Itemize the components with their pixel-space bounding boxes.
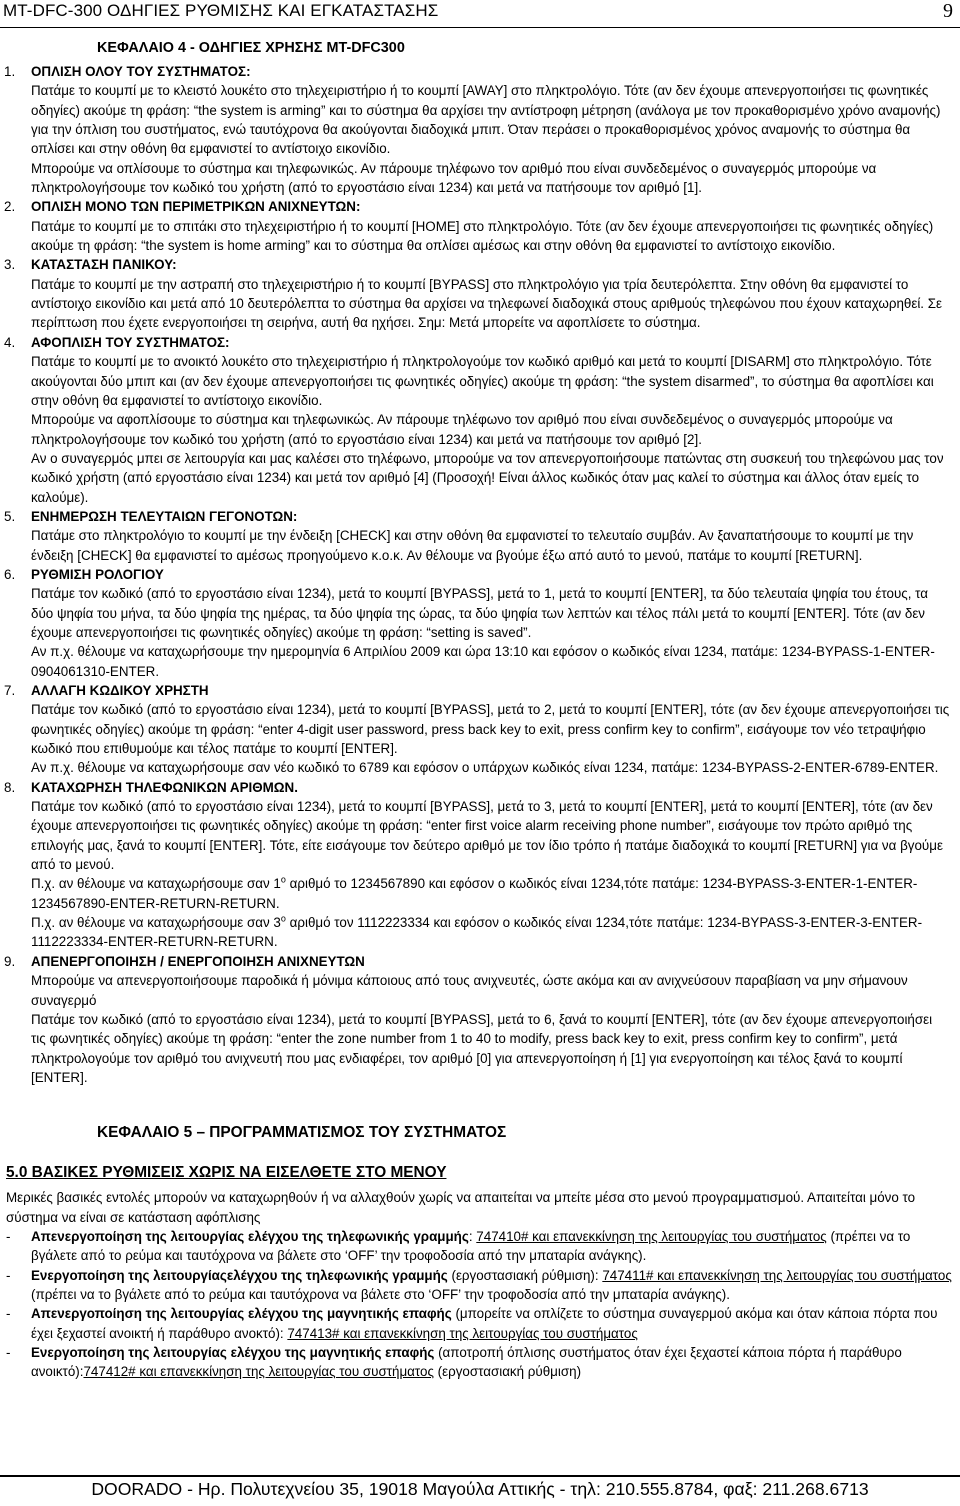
item-heading: ΚΑΤΑΣΤΑΣΗ ΠΑΝΙΚΟΥ:	[31, 257, 177, 273]
list-item	[0, 197, 960, 255]
item-number: 2.	[4, 199, 16, 215]
list-item	[0, 1266, 960, 1305]
item-heading: ΟΠΛΙΣΗ ΟΛΟΥ ΤΟΥ ΣΥΣΤΗΜΑΤΟΣ:	[31, 64, 251, 79]
setting-note: (εργοστασιακή ρύθμιση)	[433, 1364, 582, 1380]
setting-code: 747411# και επανεκκίνηση της λειτουργίας του συστήματος	[602, 1267, 952, 1283]
setting-note: (εργοστασιακή ρύθμιση):	[447, 1267, 603, 1283]
list-item	[0, 333, 960, 507]
setting-name: Απενεργοποίηση της λειτουργίας ελέγχου της τηλεφωνικής γραμμής	[31, 1228, 469, 1244]
item-number: 3.	[4, 257, 16, 273]
chapter-4-title: ΚΕΦΑΛΑΙΟ 4 - ΟΔΗΓΙΕΣ ΧΡΗΣΗΣ MT-DFC300	[97, 40, 405, 56]
setting-code: 747412# και επανεκκίνηση της λειτουργίας του συστήματος	[83, 1364, 434, 1380]
item-paragraph: Πατάμε το κουμπί με το κλειστό λουκέτο στο τηλεχειριστήριο ή το κουμπί [AWAY] στο πληκτρολόγιο. Τότε (αν δεν έχουμε απενεργοποιήσει τις φωνητικές οδηγίες) ακούμε τη φράση: “the system is arming” και το σύστημα θα αρχίσει την αντίστροφη μέτρηση (ανάλογα με τον προκαθορισμένο χρόνο αναμονής) για την όπλιση του συστήματος, ενώ ταυτόχρονα θα ακούγονται διαδοχικά μπιπ. Όταν περάσει ο προκαθορισμένος χρόνος αναμονής το σύστημα θα οπλίσει και στην οθόνη θα εμφανιστεί το αντίστοιχο εικονίδιο.	[31, 83, 941, 157]
setting-name: Απενεργοποίηση της λειτουργίας ελέγχου της μαγνητικής επαφής	[31, 1306, 452, 1322]
section-intro: Μερικές βασικές εντολές μπορούν να καταχωρηθούν ή να αλλαχθούν χωρίς να απαιτείται να μπείτε μέσα στο μενού προγραμματισμού. Απαιτείται μόνο το σύστημα να είναι σε κατάσταση αφόπλισης	[6, 1190, 916, 1225]
page-footer: DOORADO - Ηρ. Πολυτεχνείου 35, 19018 Μαγούλα Αττικής - τηλ: 210.555.8784, φαξ: 211.268.6713	[91, 1479, 869, 1499]
setting-code: 747413# και επανεκκίνηση της λειτουργίας του συστήματος	[287, 1325, 638, 1341]
list-item	[0, 507, 960, 565]
bullet-dash: -	[6, 1306, 11, 1322]
header-divider	[0, 27, 960, 28]
list-item	[0, 778, 960, 952]
chapter-5-title: ΚΕΦΑΛΑΙΟ 5 – ΠΡΟΓΡΑΜΜΑΤΙΣΜΟΣ ΤΟΥ ΣΥΣΤΗΜΑΤΟΣ	[97, 1124, 507, 1142]
list-item	[0, 1304, 960, 1343]
item-paragraph: Πατάμε το κουμπί με το ανοικτό λουκέτο στο τηλεχειριστήριο ή πληκτρολογούμε τον κωδικό αριθμό και μετά το κουμπί [DISARM] στο πληκτρολόγιο. Τότε ακούγονται δύο μπιπ και (αν δεν έχουμε απενεργοποιήσει τις φωνητικές οδηγίες) ακούμε τη φράση: “the system disarmed”, το σύστημα θα αφοπλίσει και στην οθόνη θα εμφανιστεί το αντίστοιχο εικονίδιο.	[31, 354, 934, 408]
item-heading: ΟΠΛΙΣΗ ΜΟΝΟ ΤΩΝ ΠΕΡΙΜΕΤΡΙΚΩΝ ΑΝΙΧΝΕΥΤΩΝ:	[31, 199, 361, 215]
list-item	[0, 62, 960, 197]
item-paragraph: Αν ο συναγερμός μπει σε λειτουργία και μας καλέσει στο τηλέφωνο, μπορούμε να τον απενεργοποιήσουμε πατώντας στη συσκευή του τηλεφώνου μας τον κωδικό χρήστη (από εργοστάσιο είναι 1234) και μετά τον αριθμό [4] (Προσοχή! Είναι άλλος κωδικός όταν μας καλεί το σύστημα και άλλος όταν εμείς το καλούμε).	[31, 450, 944, 505]
item-heading: ΡΥΘΜΙΣΗ ΡΟΛΟΓΙΟΥ	[31, 566, 164, 582]
example-text: αριθμό τον 1112223334 και εφόσον ο κωδικός είναι 1234,τότε πατάμε: 1234-BYPASS-3-ENTER-3-ENTER-1112223334-ENTER-RETURN-RETURN.	[31, 915, 923, 950]
setting-note: (πρέπει να το βγάλετε από το ρεύμα και ταυτόχρονα να βάλετε στο ‘OFF’ την τροφοδοσία από την μπαταρία ανάγκης).	[31, 1228, 911, 1264]
item-paragraph: Μπορούμε να αφοπλίσουμε το σύστημα και τηλεφωνικώς. Αν πάρουμε τηλέφωνο τον αριθμό που είναι συνδεδεμένος ο συναγερμός μπορούμε να πληκτρολογήσουμε τον κωδικό του χρήστη (από το εργοστάσιο είναι 1234) και μετά να πατήσουμε τον αριθμό [2].	[31, 412, 893, 447]
item-heading: ΚΑΤΑΧΩΡΗΣΗ ΤΗΛΕΦΩΝΙΚΩΝ ΑΡΙΘΜΩΝ.	[31, 779, 298, 795]
item-paragraph: Πατάμε τον κωδικό (από το εργοστάσιο είναι 1234), μετά το κουμπί [BYPASS], μετά το 2, μετά το κουμπί [ENTER], τότε (αν δεν έχουμε απενεργοποιήσει τις φωνητικές οδηγίες) ακούμε τη φράση: “enter 4-digit user password, press back key to exit, press confirm key to confirm”, εισάγουμε τον νέο τετραψήφιο κωδικό που επιθυμούμε και τέλος πατάμε το κουμπί [ENTER].	[31, 702, 950, 757]
chapter-4-list	[0, 62, 960, 1087]
item-number: 4.	[4, 334, 16, 350]
item-paragraph: Πατάμε τον κωδικό (από το εργοστάσιο είναι 1234), μετά το κουμπί [BYPASS], μετά το 1, μετά το κουμπί [ENTER], τα δύο τελευταία ψηφία του έτους, τα δύο ψηφία του μήνα, τα δύο ψηφία της ημέρας, τα δύο ψηφία της ώρας, τα δύο ψηφία των λεπτών και τέλος πάλι μετά το κουμπί [ENTER]. Τότε (αν δεν έχουμε απενεργοποιήσει τις φωνητικές οδηγίες) ακούμε τη φράση: “setting is saved”.	[31, 586, 928, 640]
list-item	[0, 565, 960, 681]
example-paragraph	[31, 874, 956, 913]
item-number: 7.	[4, 683, 16, 698]
item-heading: ΑΛΛΑΓΗ ΚΩΔΙΚΟΥ ΧΡΗΣΤΗ	[31, 683, 209, 698]
setting-name: Ενεργοποίηση της λειτουργίαςελέγχου της τηλεφωνικής γραμμής	[31, 1267, 448, 1283]
item-heading: ΑΠΕΝΕΡΓΟΠΟΙΗΣΗ / ΕΝΕΡΓΟΠΟΙΗΣΗ ΑΝΙΧΝΕΥΤΩΝ	[31, 953, 365, 969]
item-paragraph: Πατάμε τον κωδικό (από το εργοστάσιο είναι 1234), μετά το κουμπί [BYPASS], μετά το 6, ξανά το κουμπί [ENTER], τότε (αν δεν έχουμε απενεργοποιήσει τις φωνητικές οδηγίες) ακούμε τη φράση: “enter the zone number from 1 to 40 to modify, press back key to exit, press confirm key to confirm”, μετά πληκτρολογούμε τον αριθμό του ανιχνευτή που μας ενδιαφέρει, τον αριθμό [0] για απενεργοποίηση ή [1] για ενεργοποίηση και τέλος ξανά το κουμπί [ENTER].	[31, 1011, 933, 1085]
setting-note: :	[468, 1228, 477, 1244]
item-paragraph: Αν π.χ. θέλουμε να καταχωρήσουμε την ημερομηνία 6 Απριλίου 2009 και ώρα 13:10 και εφόσον ο κωδικός είναι 1234, πατάμε: 1234-BYPASS-1-ENTER-0904061310-ENTER.	[31, 644, 935, 679]
example-text: αριθμό το 1234567890 και εφόσον ο κωδικός είναι 1234,τότε πατάμε: 1234-BYPASS-3-ENTER-1-ENTER-1234567890-ENTER-RETURN-RETURN.	[31, 876, 918, 911]
item-number: 1.	[4, 64, 16, 79]
bullet-dash: -	[6, 1267, 11, 1283]
list-item	[0, 1227, 960, 1266]
setting-note: (αποτροπή όπλισης συστήματος όταν έχει ξεχαστεί κάποια πόρτα ή παράθυρο ανοικτό):	[31, 1344, 902, 1380]
header-title: MT-DFC-300 ΟΔΗΓΙΕΣ ΡΥΘΜΙΣΗΣ ΚΑΙ ΕΓΚΑΤΑΣΤΑΣΗΣ	[3, 1, 439, 20]
item-paragraph: Αν π.χ. θέλουμε να καταχωρήσουμε σαν νέο κωδικό το 6789 και εφόσον ο υπάρχων κωδικός είναι 1234, πατάμε: 1234-BYPASS-2-ENTER-6789-ENTER.	[31, 760, 939, 776]
item-number: 8.	[4, 779, 16, 795]
item-number: 5.	[4, 508, 16, 524]
item-number: 6.	[4, 566, 16, 582]
list-item	[0, 255, 960, 332]
item-heading: ΑΦΟΠΛΙΣΗ ΤΟΥ ΣΥΣΤΗΜΑΤΟΣ:	[31, 334, 230, 350]
example-text: Π.χ. αν θέλουμε να καταχωρήσουμε σαν 1	[31, 876, 281, 892]
document-body	[0, 38, 960, 1382]
item-paragraph: Μπορούμε να οπλίσουμε το σύστημα και τηλεφωνικώς. Αν πάρουμε τηλέφωνο τον αριθμό που είναι συνδεδεμένος ο συναγερμός μπορούμε να πληκτρολογήσουμε τον κωδικό του χρήστη (από το εργοστάσιο είναι 1234) και μετά να πατήσουμε τον αριθμό [1].	[31, 160, 877, 196]
item-paragraph: Πατάμε στο πληκτρολόγιο το κουμπί με την ένδειξη [CHECK] και στην οθόνη θα εμφανιστεί το τελευταίο συμβάν. Αν ξαναπατήσουμε το κουμπί με την ένδειξη [CHECK] θα εμφανιστεί το αμέσως προηγούμενο κ.ο.κ. Αν θέλουμε να βγούμε έξω από αυτό το μενού, πατάμε το κουμπί [RETURN].	[31, 528, 914, 563]
bullet-dash: -	[6, 1228, 11, 1244]
setting-note: (μπορείτε να οπλίζετε το σύστημα συναγερμού ακόμα και όταν κάποια πόρτα που έχει ξεχαστεί ανοικτή ή παράθυρο ανοκτό):	[31, 1306, 938, 1341]
setting-code: 747410# και επανεκκίνηση της λειτουργίας του συστήματος	[476, 1228, 827, 1244]
ordinal-superscript: ο	[280, 874, 286, 885]
page-number: 9	[943, 0, 953, 22]
setting-name: Ενεργοποίηση της λειτουργίας ελέγχου της μαγνητικής επαφής	[31, 1344, 435, 1360]
item-paragraph: Πατάμε το κουμπί με την αστραπή στο τηλεχειριστήριο ή το κουμπί [BYPASS] στο πληκτρολόγιο για τρία δευτερόλεπτα. Στην οθόνη θα εμφανιστεί το αντίστοιχο εικονίδιο και μετά από 10 δευτερόλεπτα το σύστημα θα αρχίσει να τηλεφωνεί διαδοχικά στους αριθμούς τηλεφώνου που έχουν καταχωρηθεί. Σε περίπτωση που έχετε ενεργοποιήσει τη σειρήνα, αυτή θα ηχήσει. Σημ: Μετά μπορείτε να αφοπλίσετε το σύστημα.	[31, 276, 942, 331]
section-title: 5.0 ΒΑΣΙΚΕΣ ΡΥΘΜΙΣΕΙΣ ΧΩΡΙΣ ΝΑ ΕΙΣΕΛΘΕΤΕ ΣΤΟ ΜΕΝΟΥ	[6, 1164, 447, 1182]
ordinal-superscript: ο	[280, 913, 286, 924]
item-number: 9.	[4, 953, 16, 969]
footer-divider	[0, 1475, 960, 1477]
example-paragraph	[31, 913, 956, 952]
item-paragraph: Πατάμε το κουμπί με το σπιτάκι στο τηλεχειριστήριο ή το κουμπί [HOME] στο πληκτρολόγιο. Τότε (αν δεν έχουμε απενεργοποιήσει τις φωνητικές οδηγίες) ακούμε τη φράση: “the system is home arming” και το σύστημα θα οπλίσει αμέσως και στην οθόνη θα εμφανιστεί το αντίστοιχο εικονίδιο.	[31, 218, 934, 254]
list-item	[0, 1343, 960, 1382]
settings-list	[0, 1227, 960, 1382]
item-paragraph: Μπορούμε να απενεργοποιήσουμε παροδικά ή μόνιμα κάποιους από τους ανιχνευτές, ώστε ακόμα και αν ανιχνεύσουν παραβίαση να μην σήμανουν συναγερμό	[31, 973, 908, 1008]
bullet-dash: -	[6, 1344, 11, 1360]
item-paragraph: Πατάμε τον κωδικό (από το εργοστάσιο είναι 1234), μετά το κουμπί [BYPASS], μετά το 3, μετά το κουμπί [ENTER], μετά το κουμπί [ENTER], τότε (αν δεν έχουμε απενεργοποιήσει τις φωνητικές οδηγίες) ακούμε τη φράση: “enter first voice alarm receiving phone number”, εισάγουμε τον πρώτο αριθμό της επιλογής μας, ξανά το κουμπί [ENTER]. Τότε, είτε εισάγουμε τον δεύτερο αριθμό με τον ίδιο τρόπο ή πατάμε διαδοχικά το κουμπί [RETURN] για να βγούμε από το μενού.	[31, 799, 943, 873]
list-item	[0, 952, 960, 1087]
list-item	[0, 681, 960, 778]
example-text: Π.χ. αν θέλουμε να καταχωρήσουμε σαν 3	[31, 915, 281, 931]
page-header	[0, 0, 960, 30]
item-heading: ΕΝΗΜΕΡΩΣΗ ΤΕΛΕΥΤΑΙΩΝ ΓΕΓΟΝΟΤΩΝ:	[31, 508, 298, 524]
setting-note: (πρέπει να το βγάλετε από το ρεύμα και ταυτόχρονα να βάλετε στο ‘OFF’ την τροφοδοσία από την μπαταρία ανάγκης).	[31, 1286, 730, 1302]
